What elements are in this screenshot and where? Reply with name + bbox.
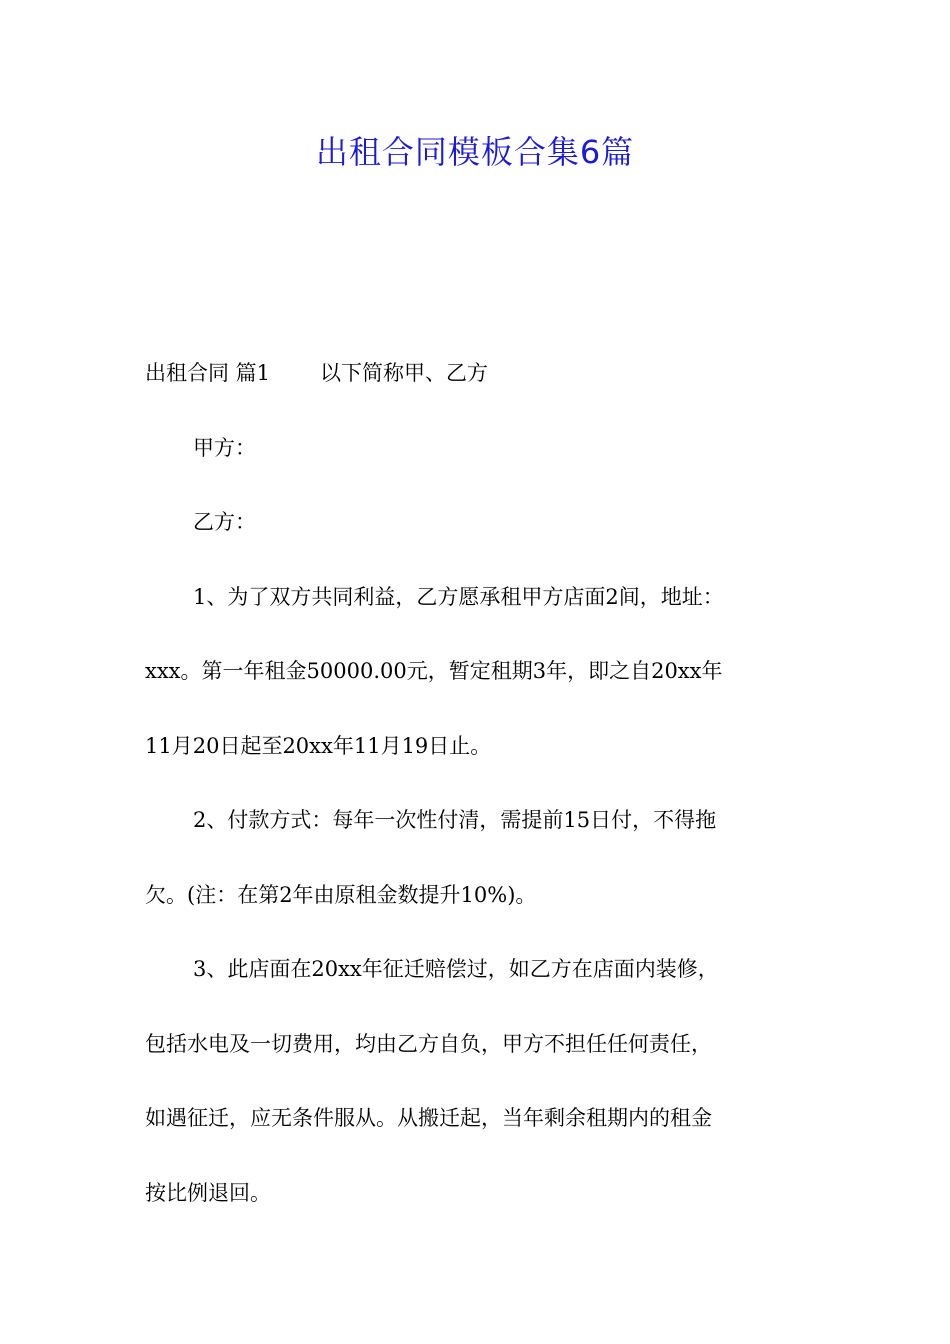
document-body	[145, 336, 810, 1230]
party-a-line: 甲方：	[193, 435, 256, 460]
clause-3-line-2: 包括水电及一切费用，均由乙方自负，甲方不担任任何责任，	[145, 1031, 712, 1056]
party-b-line: 乙方：	[193, 510, 256, 534]
clause-3-line-1: 3、此店面在20xx年征迁赔偿过，如乙方在店面内装修，	[193, 957, 719, 981]
section-heading: 出租合同 篇1	[145, 361, 271, 385]
clause-3-line-4: 按比例退回。	[145, 1180, 271, 1205]
clause-1-line-2: xxx。第一年租金50000.00元，暂定租期3年，即之自20xx年	[145, 659, 723, 683]
clause-1-line-1: 1、为了双方共同利益，乙方愿承租甲方店面2间，地址：	[193, 584, 724, 609]
clause-1-line-3: 11月20日起至20xx年11月19日止。	[145, 733, 492, 758]
clause-2-line-2: 欠。(注：在第2年由原租金数提升10%)。	[145, 882, 537, 907]
clause-3-line-3: 如遇征迁，应无条件服从。从搬迁起，当年剩余租期内的租金	[145, 1106, 712, 1130]
clause-2-line-1: 2、付款方式：每年一次性付清，需提前15日付，不得拖	[193, 808, 717, 832]
section-heading-line	[145, 336, 810, 411]
document-title: 出租合同模板合集6篇	[315, 133, 635, 171]
section-intro: 以下简称甲、乙方	[320, 361, 489, 385]
